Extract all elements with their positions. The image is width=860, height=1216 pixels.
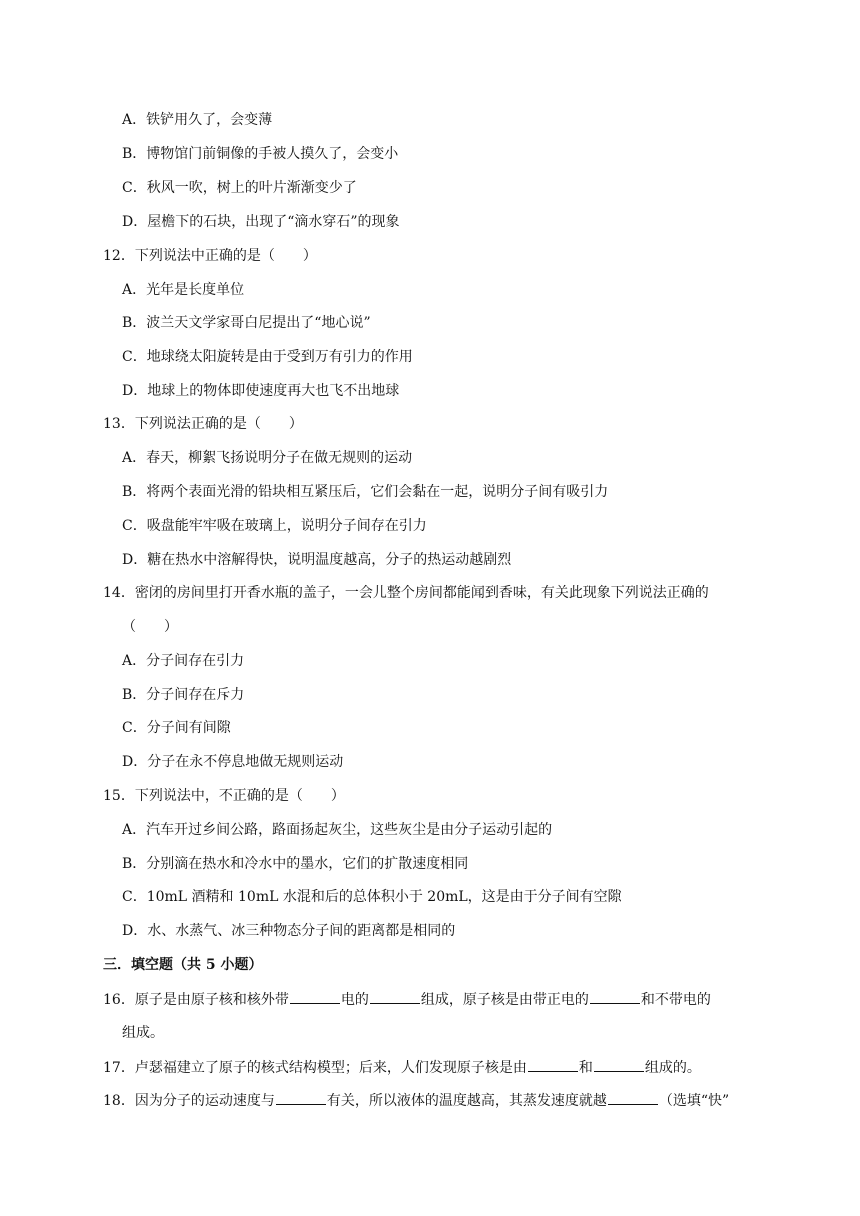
q16-text-4: 和不带电的: [640, 992, 711, 1008]
q17-stem: [103, 1057, 701, 1077]
q15-option-b: B．分别滴在热水和冷水中的墨水，它们的扩散速度相同: [122, 856, 469, 872]
q11-option-a: A．铁铲用久了，会变薄: [122, 112, 273, 128]
q14-stem: 14．密闭的房间里打开香水瓶的盖子，一会儿整个房间都能闻到香味，有关此现象下列说法正确的: [103, 585, 709, 601]
q15-option-a: A．汽车开过乡间公路，路面扬起灰尘，这些灰尘是由分子运动引起的: [122, 822, 553, 838]
q16-text-2: 电的: [340, 992, 369, 1008]
q11-option-c: C．秋风一吹，树上的叶片渐渐变少了: [122, 180, 357, 196]
q13-option-a: A．春天，柳絮飞扬说明分子在做无规则的运动: [122, 450, 413, 466]
answer-blank[interactable]: [594, 1057, 644, 1072]
q11-option-b: B．博物馆门前铜像的手被人摸久了，会变小: [122, 146, 399, 162]
answer-blank[interactable]: [590, 989, 640, 1004]
q14-option-a: A．分子间存在引力: [122, 653, 245, 669]
q13-option-b: B．将两个表面光滑的铅块相互紧压后，它们会黏在一起，说明分子间有吸引力: [122, 484, 609, 500]
q15-option-d: D．水、水蒸气、冰三种物态分子间的距离都是相同的: [122, 923, 456, 939]
q15-stem: 15．下列说法中，不正确的是（ ）: [103, 788, 345, 804]
q16-stem: [103, 989, 711, 1009]
q18-text-1: 18．因为分子的运动速度与: [103, 1093, 275, 1109]
q13-stem: 13．下列说法正确的是（ ）: [103, 416, 303, 432]
q16-continuation: 组成。: [122, 1025, 164, 1041]
q12-option-d: D．地球上的物体即使速度再大也飞不出地球: [122, 383, 400, 399]
q14-option-b: B．分子间存在斥力: [122, 687, 245, 703]
q12-option-c: C．地球绕太阳旋转是由于受到万有引力的作用: [122, 349, 413, 365]
q15-option-c: C．10mL 酒精和 10mL 水混和后的总体积小于 20mL，这是由于分子间有空隙: [122, 889, 622, 905]
q14-option-d: D．分子在永不停息地做无规则运动: [122, 754, 344, 770]
q17-text-2: 和: [578, 1060, 593, 1076]
q12-option-a: A．光年是长度单位: [122, 282, 245, 298]
q16-text-3: 组成，原子核是由带正电的: [420, 992, 589, 1008]
q12-option-b: B．波兰天文学家哥白尼提出了“地心说”: [122, 315, 371, 331]
section-heading: 三．填空题（共 5 小题）: [103, 957, 263, 973]
answer-blank[interactable]: [608, 1090, 658, 1105]
q17-text-1: 17．卢瑟福建立了原子的核式结构模型；后来，人们发现原子核是由: [103, 1060, 527, 1076]
q18-text-2: 有关，所以液体的温度越高，其蒸发速度就越: [326, 1093, 607, 1109]
answer-blank[interactable]: [276, 1090, 326, 1105]
q14-stem-continuation: （ ）: [122, 619, 178, 635]
q11-option-d: D．屋檐下的石块，出现了“滴水穿石”的现象: [122, 214, 400, 230]
answer-blank[interactable]: [370, 989, 420, 1004]
q12-stem: 12．下列说法中正确的是（ ）: [103, 248, 317, 264]
q18-text-3: （选填“快”: [658, 1093, 730, 1109]
answer-blank[interactable]: [290, 989, 340, 1004]
answer-blank[interactable]: [528, 1057, 578, 1072]
q13-option-d: D．糖在热水中溶解得快，说明温度越高，分子的热运动越剧烈: [122, 552, 512, 568]
q13-option-c: C．吸盘能牢牢吸在玻璃上，说明分子间存在引力: [122, 518, 427, 534]
q17-text-3: 组成的。: [644, 1060, 701, 1076]
q14-option-c: C．分子间有间隙: [122, 720, 231, 736]
q18-stem: [103, 1090, 729, 1110]
q16-text-1: 16．原子是由原子核和核外带: [103, 992, 289, 1008]
